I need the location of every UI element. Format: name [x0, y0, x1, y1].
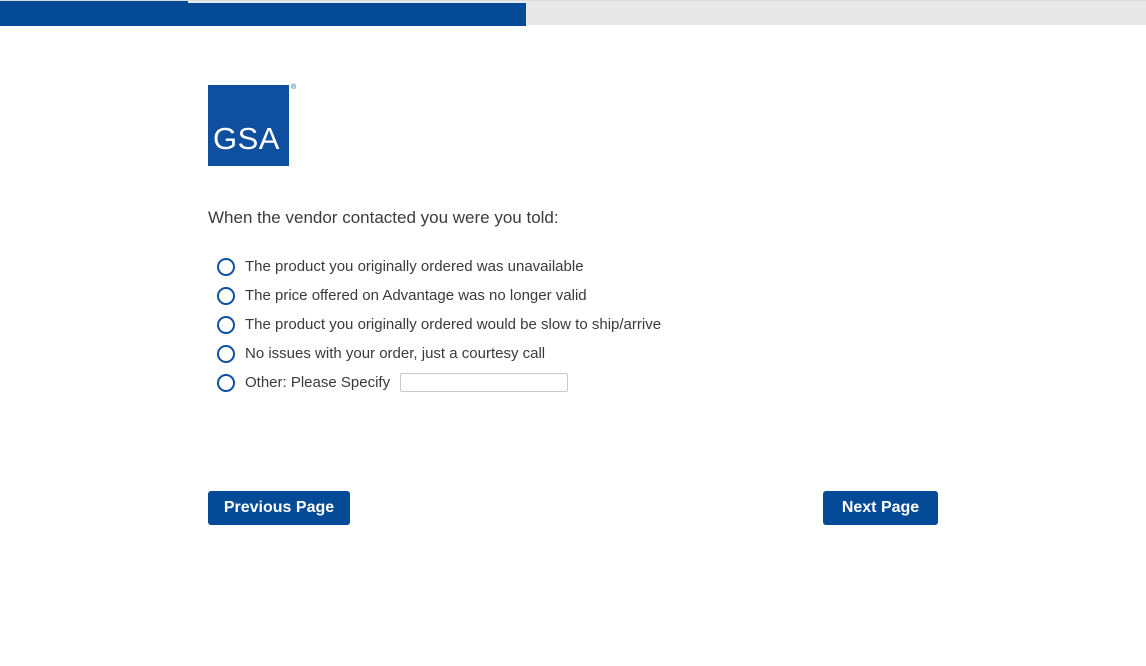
- option-label: Other: Please Specify: [245, 374, 391, 391]
- previous-page-button[interactable]: Previous Page: [208, 491, 350, 525]
- gsa-logo: [208, 85, 289, 166]
- option-label: The product you originally ordered would be slow to ship/arrive: [245, 316, 662, 333]
- radio-icon[interactable]: [217, 258, 235, 276]
- progress-bar-highlight: [188, 1, 526, 3]
- registered-mark: ®: [291, 84, 297, 91]
- answer-options: [217, 252, 661, 397]
- radio-icon[interactable]: [217, 374, 235, 392]
- other-specify-input[interactable]: [400, 373, 568, 392]
- option-courtesy-call[interactable]: [217, 339, 661, 368]
- option-slow-ship[interactable]: [217, 310, 661, 339]
- next-page-button[interactable]: Next Page: [823, 491, 938, 525]
- option-label: The product you originally ordered was unavailable: [245, 258, 584, 275]
- progress-bar-fill: [0, 1, 526, 26]
- option-other[interactable]: [217, 368, 661, 397]
- progress-bar: [0, 0, 1146, 25]
- radio-icon[interactable]: [217, 316, 235, 334]
- option-label: No issues with your order, just a courtesy call: [245, 345, 546, 362]
- radio-icon[interactable]: [217, 287, 235, 305]
- gsa-logo-text: GSA: [213, 121, 280, 156]
- option-unavailable[interactable]: [217, 252, 661, 281]
- option-price-invalid[interactable]: [217, 281, 661, 310]
- option-label: The price offered on Advantage was no longer valid: [245, 287, 587, 304]
- question-text: When the vendor contacted you were you told:: [208, 208, 559, 227]
- radio-icon[interactable]: [217, 345, 235, 363]
